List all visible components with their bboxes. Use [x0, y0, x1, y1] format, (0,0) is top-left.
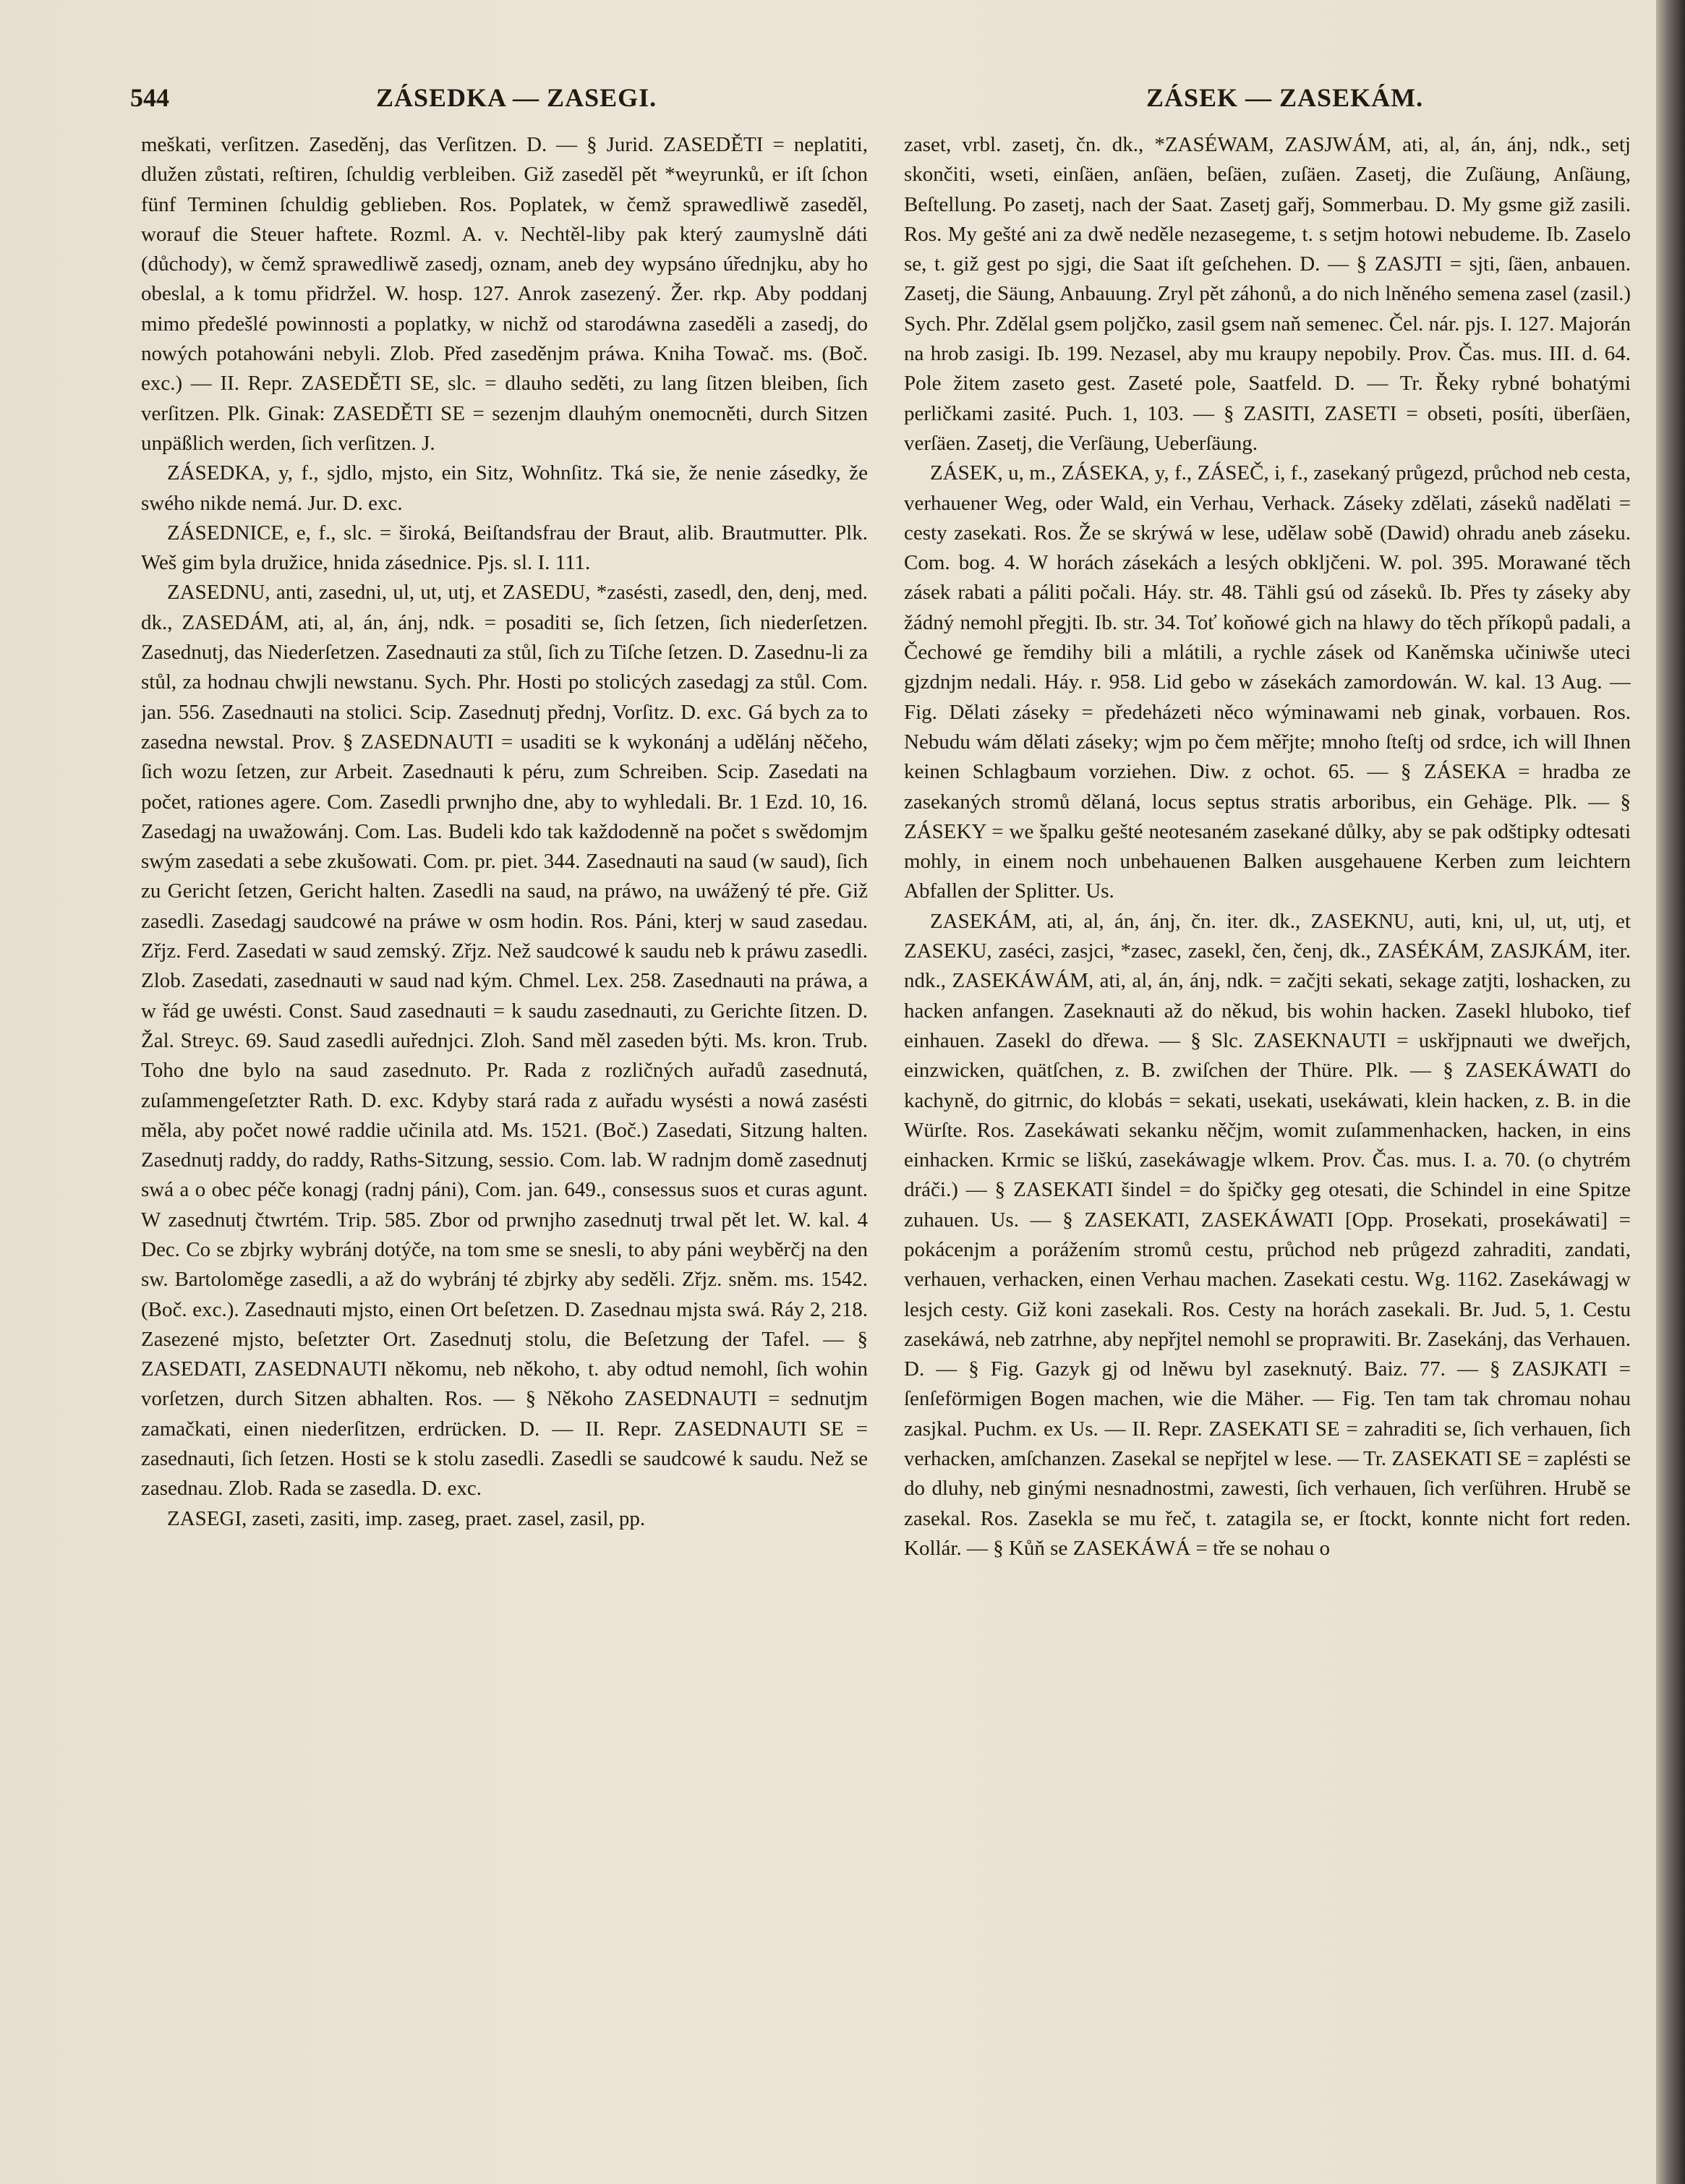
entry-paragraph: zaset, vrbl. zasetj, čn. dk., *ZASÉWAM, ZASJWÁM, ati, al, án, ánj, ndk., setj skončiti, wseti, einſäen, anſäen, beſäen, zuſäen. Zasetj, die Zuſäung, Anſäung, Beſtellung. Po zasetj, nach der Saat. Zasetj gařj, Sommerbau. D. My gsme giž zasili. Ros. My gešté ani za dwě neděle nezasegeme, t. s setjm hotowi nebudeme. Ib. Zaselo se, t. giž gest po sjgi, die Saat iſt geſchehen. D. — § ZASJTI = sjti, ſäen, anbauen. Zasetj, die Säung, Anbauung. Zryl pět záhonů, a do nich lněného semena zasel (zasil.) Sych. Phr. Zdělal gsem poljčko, zasil gsem naň semenec. Čel. nár. pjs. I. 127. Majorán na hrob zasigi. Ib. 199. Nezasel, aby mu kraupy nepobily. Prov. Čas. mus. III. d. 64. Pole žitem zaseto gest. Zaseté pole, Saatfeld. D. — Tr. Řeky rybné bohatými perličkami zasité. Puch. 1, 103. — § ZASITI, ZASETI = obseti, posíti, überſäen, verſäen. Zasetj, die Verſäung, Ueberſäung.: [904, 133, 1631, 455]
book-spine-edge: [1656, 0, 1685, 2184]
entry-paragraph: ZASEDNU, anti, zasedni, ul, ut, utj, et ZASEDU, *zasésti, zasedl, den, denj, med. dk., ZASEDÁM, ati, al, án, ánj, ndk. = posaditi se, ſich ſetzen, ſich niederſetzen. Zasednutj, das Niederſetzen. Zasednauti za stůl, ſich zu Tiſche ſetzen. D. Zasednu-li za stůl, za hodnau chwjli newstanu. Sych. Phr. Hosti po stolicých zasedagj za stůl. Com. jan. 556. Zasednauti na stolici. Scip. Zasednutj přednj, Vorſitz. D. exc. Gá bych za to zasedna newstal. Prov. § ZASEDNAUTI = usaditi se k wykonánj a udělánj něčeho, ſich wozu ſetzen, zur Arbeit. Zasednauti k péru, zum Schreiben. Scip. Zasedati na počet, rationes agere. Com. Zasedli prwnjho dne, aby to wyhledali. Br. 1 Ezd. 10, 16. Zasedagj na uwažowánj. Com. Las. Budeli kdo tak každodenně na počet s swědomjm swým zasedati a sebe zkušowati. Com. pr. piet. 344. Zasednauti na saud (w saud), ſich zu Gericht ſetzen, Gericht halten. Zasedli na saud, na práwo, na uwážený té pře. Giž zasedli. Zasedagj saudcowé na práwe w osm hodin. Ros. Páni, kterj w saud zasedau. Zřjz. Ferd. Zasedati w saud zemský. Zřjz. Než saudcowé k saudu neb k práwu zasedli. Zlob. Zasedati, zasednauti w saud nad kým. Chmel. Lex. 258. Zasednauti na práwa, a w řád ge uwésti. Const. Saud zasednauti = k saudu zasednauti, zu Gerichte ſitzen. D. Žal. Streyc. 69. Saud zasedli auřednjci. Zloh. Sand měl zaseden býti. Ms. kron. Trub. Toho dne bylo na saud zasednuto. Pr. Rada z rozličných auřadů zasednutá, zuſammengeſetzter Rath. D. exc. Kdyby stará rada z auřadu wysésti a nowá zasésti měla, aby počet nowé raddie učinila atd. Ms. 1521. (Boč.) Zasedati, Sitzung halten. Zasednutj raddy, do raddy, Raths-Sitzung, sessio. Com. lab. W radnjm domě zasednutj swá a o obec péče konagj (radnj páni), Com. jan. 649., consessus suos et curas agunt. W zasednutj čtwrtém. Trip. 585. Zbor od prwnjho zasednutj trwal pět let. W. kal. 4 Dec. Co se zbjrky wybránj dotýče, na tom sme se snesli, to aby páni weyběrčj na den sw. Bartoloměge zasedli, a až do wybránj té zbjrky aby seděli. Zřjz. sněm. ms. 1542. (Boč. exc.). Zasednauti mjsto, einen Ort beſetzen. D. Zasednau mjsta swá. Ráy 2, 218. Zasezené mjsto, beſetzter Ort. Zasednutj stolu, die Beſetzung der Tafel. — § ZASEDATI, ZASEDNAUTI někomu, neb někoho, t. aby odtud nemohl, ſich wohin vorſetzen, durch Sitzen abhalten. Ros. — § Někoho ZASEDNAUTI = sednutjm zamačkati, einen niederſitzen, erdrücken. D. — II. Repr. ZASEDNAUTI SE = zasednauti, ſich ſetzen. Hosti se k stolu zasedli. Zasedli se saudcowé k saudu. Než se zasednau. Zlob. Rada se zasedla. D. exc.: [141, 581, 868, 1501]
right-running-title: ZÁSEK — ZASEKÁM.: [1146, 83, 1424, 112]
right-column: [904, 130, 1631, 2155]
entry-paragraph: ZÁSEDKA, y, f., sjdlo, mjsto, ein Sitz, Wohnſitz. Tká sie, že nenie zásedky, že swého nikde nemá. Jur. D. exc.: [141, 461, 868, 515]
entry-paragraph: ZASEKÁM, ati, al, án, ánj, čn. iter. dk., ZASEKNU, auti, kni, ul, ut, utj, et ZASEKU, zaséci, zasjci, *zasec, zasekl, čen, čenj, dk., ZASÉKÁM, ZASJKÁM, iter. ndk., ZASEKÁWÁM, ati, al, án, ánj, ndk. = začjti sekati, sekage zatjti, loshacken, zu hacken anfangen. Zaseknauti až do někud, bis wohin hacken. Zasekl hluboko, tief einhauen. Zasekl do dřewa. — § Slc. ZASEKNAUTI = uskřjpnauti we dweřjch, einzwicken, quätſchen, z. B. zwiſchen der Thüre. Plk. — § ZASEKÁWATI do kachyně, do gitrnic, do klobás = sekati, usekati, usekáwati, klein hacken, z. B. in die Würſte. Ros. Zasekáwati sekanku něčjm, womit zuſammenhacken, hacken, in eins einhacken. Krmic se liškú, zasekáwagje wlkem. Prov. Čas. mus. I. a. 70. (o chytrém dráči.) — § ZASEKATI šindel = do špičky geg otesati, die Schindel in eine Spitze zuhauen. Us. — § ZASEKATI, ZASEKÁWATI [Opp. Prosekati, prosekáwati] = pokácenjm a porážením stromů cestu, průchod neb průgezd zahraditi, zandati, verhauen, verhacken, einen Verhau machen. Zasekati cestu. Wg. 1162. Zasekáwagj w lesjch cesty. Giž koni zasekali. Ros. Cesty na horách zasekali. Br. Jud. 5, 1. Cestu zasekáwá, neb zatrhne, aby nepřjtel nemohl se proprawiti. Br. Zasekánj, das Verhauen. D. — § Fig. Gazyk gj od lněwu byl zaseknutý. Baiz. 77. — § ZASJKATI = ſenſeförmigen Bogen machen, wie die Mäher. — Fig. Ten tam tak chromau nohau zasjkal. Puchm. ex Us. — II. Repr. ZASEKATI SE = zahraditi se, ſich verhauen, ſich verhacken, amſchanzen. Zasekal se nepřjtel w lese. — Tr. ZASEKATI SE = zaplésti se do dluhy, neb ginými nesnadnostmi, zawesti, ſich verhauen, ſich verſühren. Hrubě se zasekal. Ros. Zasekla se mu řeč, t. zatagila se, er ſtockt, konnte nicht fort reden. Kollár. — § Kůň se ZASEKÁWÁ = tře se nohau o: [904, 909, 1631, 1560]
entry-paragraph: ZÁSEK, u, m., ZÁSEKA, y, f., ZÁSEČ, i, f., zasekaný průgezd, průchod neb cesta, verhauener Weg, oder Wald, ein Verhau, Verhack. Záseky zdělati, záseků nadělati = cesty zasekati. Ros. Že se skrýwá w lese, udělaw sobě (Dawid) ohradu aneb záseku. Com. bog. 4. W horách zásekách a lesých obkljčeni. W. pol. 395. Morawané těch zásek rabati a páliti počali. Háy. str. 48. Tähli gsú od záseků. Ib. Přes ty záseky aby žádný nemohl přegjti. Ib. str. 34. Toť koňowé gich na hlawy do těch příkopů padali, a Čechowé ge řemdihy bili a mlátili, a rychle zásek od Kaněmska učiniwše uteci gjzdnjm nedali. Háy. r. 958. Lid gebo w zásekách zamordowán. W. kal. 13 Aug. — Fig. Dělati záseky = předeházeti něco wýminawami neb ginak, vorbauen. Ros. Nebudu wám dělati záseky; wjm po čem měřjte; mnoho ſteſtj od srdce, ich will Ihnen keinen Schlagbaum vorziehen. Diw. z ochot. 65. — § ZÁSEKA = hradba ze zasekaných stromů dělaná, locus septus stratis arboribus, ein Gehäge. Plk. — § ZÁSEKY = we špalku gešté neotesaném zasekané důlky, aby se pak odštipky odtesati mohly, in einem noch unbehauenen Balken ausgehauene Kerben zum leichtern Abfallen der Splitter. Us.: [904, 461, 1631, 903]
entry-paragraph: ZÁSEDNICE, e, f., slc. = široká, Beiſtandsfrau der Braut, alib. Brautmutter. Plk. Weš gim byla družice, hnida zásednice. Pjs. sl. I. 111.: [141, 521, 868, 575]
entry-paragraph: ZASEGI, zaseti, zasiti, imp. zaseg, praet. zasel, zasil, pp.: [167, 1506, 646, 1530]
left-running-title: ZÁSEDKA — ZASEGI.: [376, 83, 657, 112]
entry-paragraph: meškati, verſitzen. Zaseděnj, das Verſitzen. D. — § Jurid. ZASEDĚTI = neplatiti, dlužen zůstati, reſtiren, ſchuldig verbleiben. Giž zaseděl pět *weyrunků, er iſt ſchon fünf Terminen ſchuldig geblieben. Ros. Poplatek, w čemž sprawedliwě zaseděl, worauf die Steuer haftete. Rozml. A. v. Nechtěl-liby pak který zaumyslně dáti (důchody), w čemž sprawedliwě zasedj, oznam, aneb dey wypsáno úřednjku, aby ho obeslal, a k tomu přidržel. W. hosp. 127. Anrok zasezený. Žer. rkp. Aby poddanj mimo předešlé powinnosti a poplatky, w nichž od starodáwna zaseděli a zasedj, do nowých potahowáni nebyli. Zlob. Před zaseděnjm práwa. Kniha Towač. ms. (Boč. exc.) — II. Repr. ZASEDĚTI SE, slc. = dlauho seděti, zu lang ſitzen bleiben, ſich verſitzen. Plk. Ginak: ZASEDĚTI SE = sezenjm dlauhým onemocněti, durch Sitzen unpäßlich werden, ſich verſitzen. J.: [141, 133, 868, 455]
left-column: [141, 130, 868, 2155]
page-number: 544: [130, 83, 169, 112]
page-header: [130, 72, 1605, 116]
